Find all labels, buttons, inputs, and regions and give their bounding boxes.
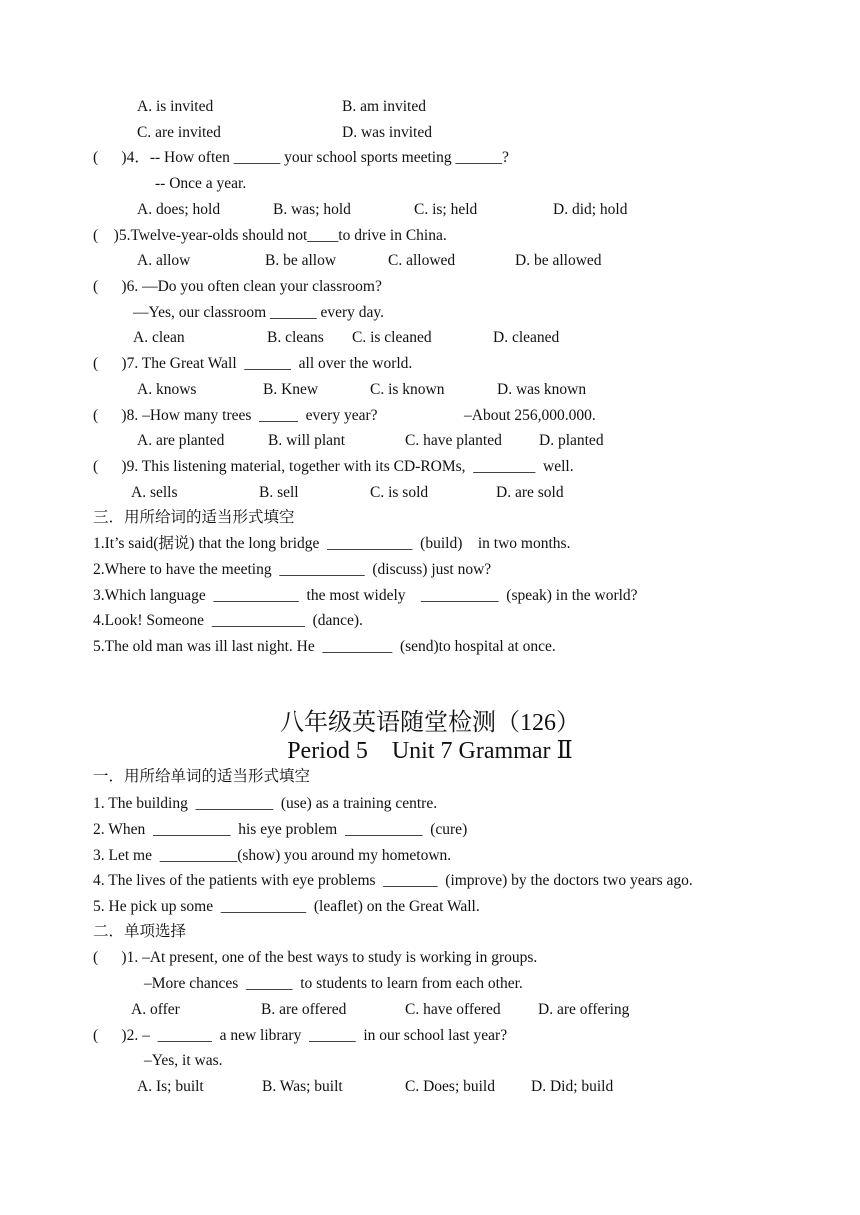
option-a: A. are planted: [137, 432, 225, 449]
option-d: D. cleaned: [493, 329, 560, 346]
option-d: D. did; hold: [553, 201, 628, 218]
fill-item: 1. The building __________ (use) as a training centre.: [93, 795, 438, 812]
fill-item: 2. When __________ his eye problem __________ (cure): [93, 821, 468, 838]
fill-item: 4.Look! Someone ____________ (dance).: [93, 612, 363, 629]
option-c: C. is known: [370, 381, 445, 398]
fill-item: 1.It’s said(据说) that the long bridge ___________ (build) in two months.: [93, 535, 571, 552]
question-4: ( )4．-- How often ______ your school sports meeting ______?: [93, 149, 509, 166]
option-a: A. is invited: [137, 98, 214, 115]
question-2: ( )2. – _______ a new library ______ in our school last year?: [93, 1027, 508, 1044]
option-c: C. is; held: [414, 201, 478, 218]
option-a: A. clean: [133, 329, 185, 346]
question-1: ( )1. –At present, one of the best ways to study is working in groups.: [93, 949, 538, 966]
option-c: C. have planted: [405, 432, 502, 449]
section-1-heading: 一．用所给单词的适当形式填空: [93, 768, 311, 785]
option-a: A. allow: [137, 252, 191, 269]
page-title: 八年级英语随堂检测（126）: [280, 710, 580, 736]
option-b: B. was; hold: [273, 201, 351, 218]
option-c: C. allowed: [388, 252, 456, 269]
option-c: C. are invited: [137, 124, 221, 141]
fill-item: 5. He pick up some ___________ (leaflet) on the Great Wall.: [93, 898, 480, 915]
fill-item: 2.Where to have the meeting ___________ (discuss) just now?: [93, 561, 492, 578]
question-6-answer: —Yes, our classroom ______ every day.: [133, 304, 384, 321]
option-b: B. be allow: [265, 252, 337, 269]
fill-item: 3.Which language ___________ the most widely __________ (speak) in the world?: [93, 587, 638, 604]
option-a: A. knows: [137, 381, 197, 398]
option-b: B. are offered: [261, 1001, 347, 1018]
option-a: A. does; hold: [137, 201, 221, 218]
section-3-heading: 三．用所给词的适当形式填空: [93, 509, 295, 526]
question-5: ( )5.Twelve-year-olds should not____to drive in China.: [93, 227, 447, 244]
question-8-answer: –About 256,000.000.: [464, 407, 596, 424]
section-2-heading: 二．单项选择: [93, 923, 187, 940]
option-b: B. will plant: [268, 432, 346, 449]
option-d: D. are sold: [496, 484, 564, 501]
option-c: C. Does; build: [405, 1078, 495, 1095]
question-4-answer: -- Once a year.: [155, 175, 247, 192]
option-b: B. Was; built: [262, 1078, 343, 1095]
option-b: B. Knew: [263, 381, 319, 398]
option-a: A. offer: [131, 1001, 180, 1018]
question-9: ( )9. This listening material, together with its CD-ROMs, ________ well.: [93, 458, 574, 475]
fill-item: 4. The lives of the patients with eye problems _______ (improve) by the doctors two years ago.: [93, 872, 693, 889]
question-8: ( )8. –How many trees _____ every year?: [93, 407, 378, 424]
question-6: ( )6. —Do you often clean your classroom?: [93, 278, 382, 295]
option-a: A. sells: [131, 484, 178, 501]
option-d: D. be allowed: [515, 252, 602, 269]
option-d: D. Did; build: [531, 1078, 614, 1095]
option-d: D. planted: [539, 432, 604, 449]
option-d: D. was invited: [342, 124, 432, 141]
option-c: C. is sold: [370, 484, 429, 501]
fill-item: 5.The old man was ill last night. He _________ (send)to hospital at once.: [93, 638, 556, 655]
page-subtitle: Period 5 Unit 7 Grammar Ⅱ: [287, 738, 573, 764]
question-2-answer: –Yes, it was.: [144, 1052, 223, 1069]
option-a: A. Is; built: [137, 1078, 204, 1095]
option-d: D. was known: [497, 381, 587, 398]
option-b: B. cleans: [267, 329, 324, 346]
option-b: B. sell: [259, 484, 299, 501]
question-7: ( )7. The Great Wall ______ all over the world.: [93, 355, 413, 372]
option-d: D. are offering: [538, 1001, 630, 1018]
fill-item: 3. Let me __________(show) you around my hometown.: [93, 847, 452, 864]
option-c: C. have offered: [405, 1001, 501, 1018]
question-1-answer: –More chances ______ to students to learn from each other.: [144, 975, 523, 992]
option-c: C. is cleaned: [352, 329, 432, 346]
option-b: B. am invited: [342, 98, 426, 115]
